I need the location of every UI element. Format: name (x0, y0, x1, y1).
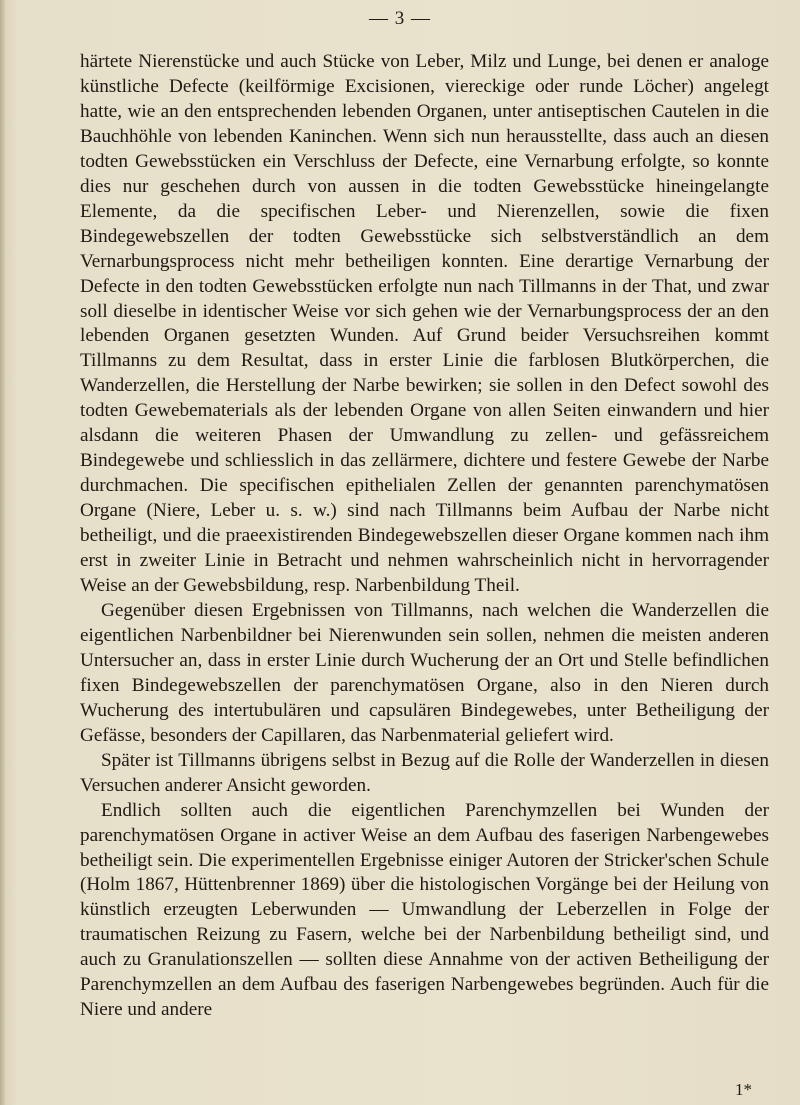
paragraph-2: Gegenüber diesen Ergebnissen von Tillmanns, nach welchen die Wanderzellen die eigentlichen Narbenbildner bei Nierenwunden sein sollen, nehmen die meisten anderen Untersucher an, dass in erster Linie durch Wucherung der an Ort und Stelle befindlichen fixen Bindegewebszellen der parenchymatösen Organe, also in den Nieren durch Wucherung des intertubulären und capsulären Bindegewebes, unter Betheiligung der Gefässe, besonders der Capillaren, das Narbenmaterial geliefert wird. (80, 599, 769, 746)
page-number: — 3 — (369, 8, 431, 29)
signature-mark: 1* (735, 1080, 752, 1099)
paragraph-1: härtete Nierenstücke und auch Stücke von Leber, Milz und Lunge, bei denen er analoge künstliche Defecte (keilförmige Excisionen, viereckige oder runde Löcher) angelegt hatte, wie an den entsprechenden lebenden Organen, unter antiseptischen Cautelen in die Bauchhöhle von lebenden Kaninchen. Wenn sich nun herausstellte, dass auch an diesen todten Gewebsstücken ein Verschluss der Defecte, eine Vernarbung erfolgte, so konnte dies nur geschehen durch von aussen in die todten Gewebsstücke hineingelangte Elemente, da die specifischen Leber- und Nierenzellen, sowie die fixen Bindegewebszellen der todten Gewebsstücke sich selbstverständlich an dem Vernarbungsprocess nicht mehr betheiligen konnten. Eine derartige Vernarbung der Defecte in den todten Gewebsstücken erfolgte nun nach Tillmanns in der That, und zwar soll dieselbe in identischer Weise vor sich gehen wie der Vernarbungsprocess der an den lebenden Organen gesetzten Wunden. Auf Grund beider Versuchsreihen kommt Tillmanns zu dem Resultat, dass in erster Linie die farblosen Blutkörperchen, die Wanderzellen, die Herstellung der Narbe bewirken; sie sollen in den Defect sowohl des todten Gewebematerials als der lebenden Organe von allen Seiten einwandern und hier alsdann die weiteren Phasen der Umwandlung zu zellen- und gefässreichem Bindegewebe und schliesslich in das zellärmere, dichtere und festere Gewebe der Narbe durchmachen. Die specifischen epithelialen Zellen der genannten parenchymatösen Organe (Niere, Leber u. s. w.) sind nach Tillmanns beim Aufbau der Narbe nicht betheiligt, und die praeexistirenden Bindegewebszellen dieser Organe kommen nach ihm erst in zweiter Linie in Betracht und nehmen wahrscheinlich nicht in hervorragender Weise an der Gewebsbildung, resp. Narbenbildung Theil. (80, 51, 769, 597)
body-text (80, 50, 769, 1023)
paragraph-3: Später ist Tillmanns übrigens selbst in Bezug auf die Rolle der Wanderzellen in diesen Versuchen anderer Ansicht geworden. (80, 749, 769, 796)
paragraph-4: Endlich sollten auch die eigentlichen Parenchymzellen bei Wunden der parenchymatösen Organe in activer Weise an dem Aufbau des faserigen Narbengewebes betheiligt sein. Die experimentellen Ergebnisse einiger Autoren der Stricker'schen Schule (Holm 1867, Hüttenbrenner 1869) über die histologischen Vorgänge bei der Heilung von künstlich erzeugten Leberwunden — Umwandlung der Leberzellen in Folge der traumatischen Reizung zu Fasern, welche bei der Narbenbildung betheiligt sind, und auch zu Granulationszellen — sollten diese Annahme von der activen Betheiligung der Parenchymzellen an dem Aufbau des faserigen Narbengewebes begründen. Auch für die Niere und andere (80, 799, 769, 1021)
page-edge-shadow (0, 0, 6, 1105)
